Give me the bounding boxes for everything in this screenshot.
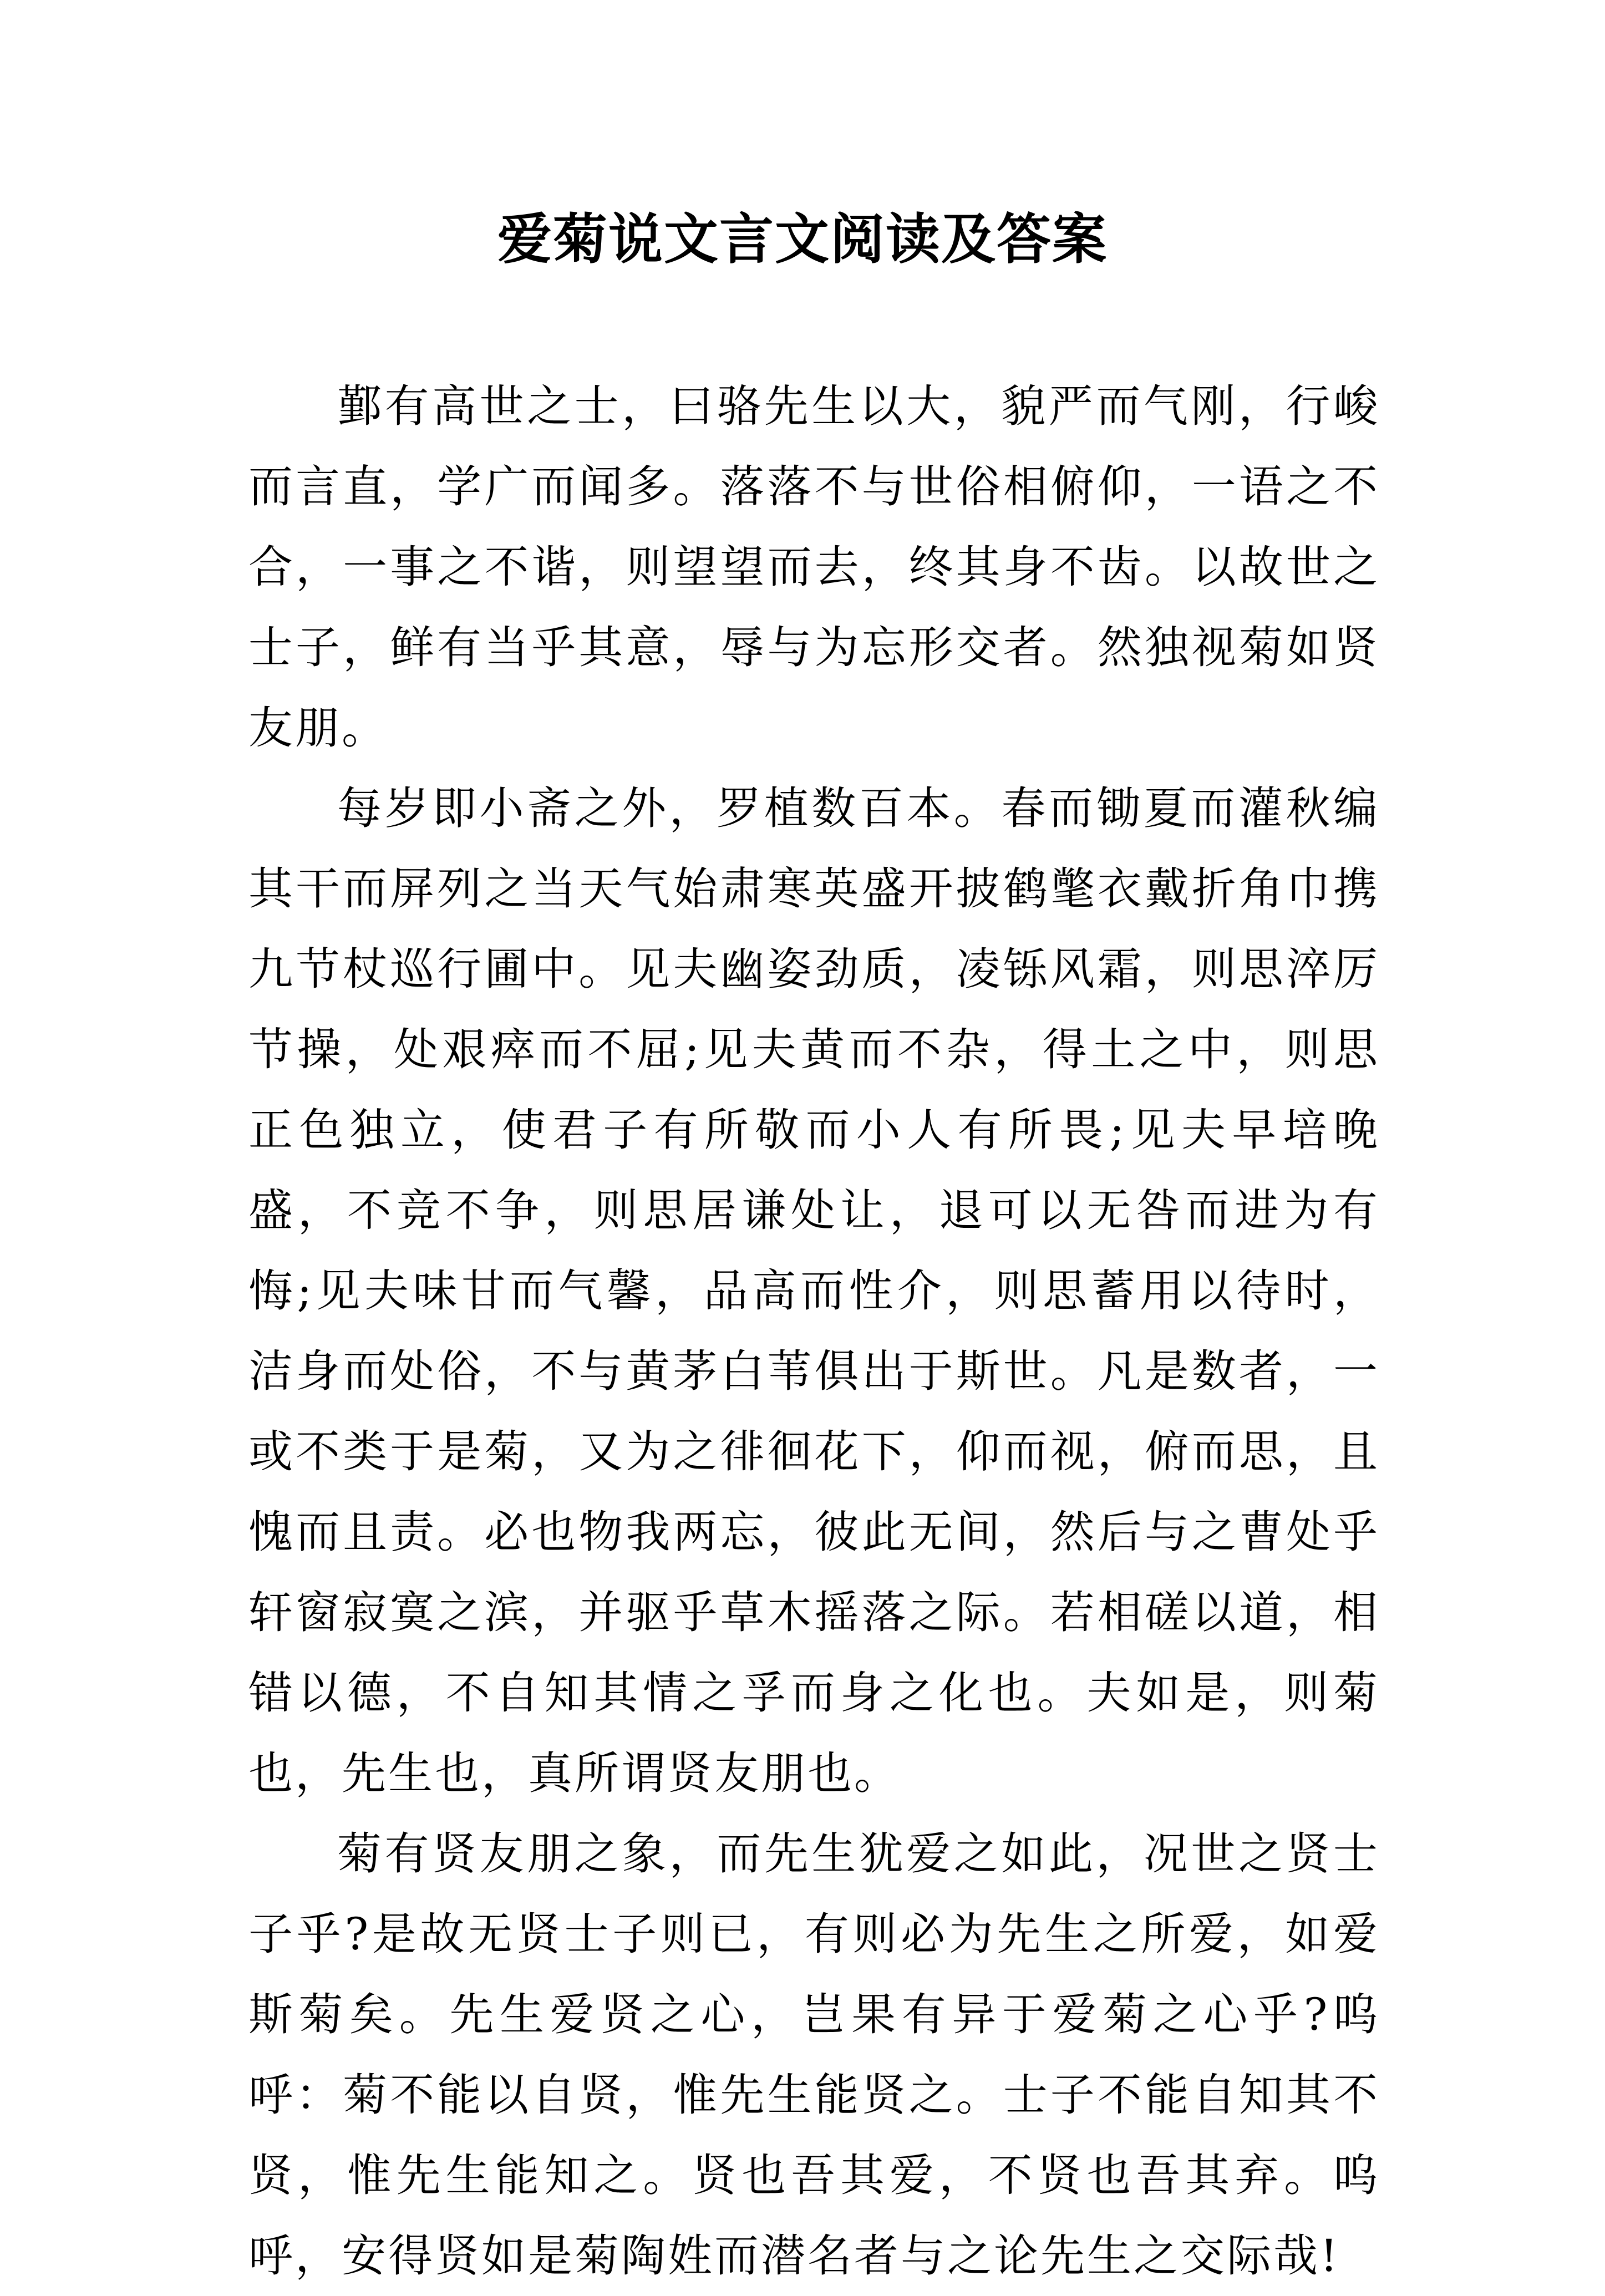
- paragraph-3: 菊有贤友朋之象，而先生犹爱之如此，况世之贤士子乎?是故无贤士子则已，有则必为先生之所爱，如爱斯菊矣。先生爱贤之心，岂果有异于爱菊之心乎?呜呼：菊不能以自贤，惟先生能贤之。士子不能自知其不贤，惟先生能知之。贤也吾其爱，不贤也吾其弃。呜呼，安得贤如是菊陶姓而潜名者与之论先生之交际哉!: [248, 1828, 1380, 2282]
- paragraph-1: 鄞有高世之士，曰骆先生以大，貌严而气刚，行峻而言直，学广而闻多。落落不与世俗相俯仰，一语之不合，一事之不谐，则望望而去，终其身不齿。以故世之士子，鲜有当乎其意，辱与为忘形交者。然独视菊如贤友朋。: [248, 380, 1380, 754]
- paragraph-2: 每岁即小斋之外，罗植数百本。春而锄夏而灌秋编其干而屏列之当天气始肃寒英盛开披鹤氅衣戴折角巾携九节杖巡行圃中。见夫幽姿劲质，凌铄风霜，则思淬厉节操，处艰瘁而不屈;见夫黄而不杂，得土之中，则思正色独立，使君子有所敬而小人有所畏;见夫早培晚盛，不竞不争，则思居谦处让，退可以无咎而进为有悔;见夫味甘而气馨，品高而性介，则思蓄用以待时，洁身而处俗，不与黄茅白苇俱出于斯世。凡是数者，一或不类于是菊，又为之徘徊花下，仰而视，俯而思，且愧而且责。必也物我两忘，彼此无间，然后与之曹处乎轩窗寂寞之滨，并驱乎草木摇落之际。若相磋以道，相错以德，不自知其情之孚而身之化也。夫如是，则菊也，先生也，真所谓贤友朋也。: [248, 783, 1380, 1799]
- article-body: [248, 366, 1380, 2296]
- page-title: 爱菊说文言文阅读及答案: [497, 207, 1108, 271]
